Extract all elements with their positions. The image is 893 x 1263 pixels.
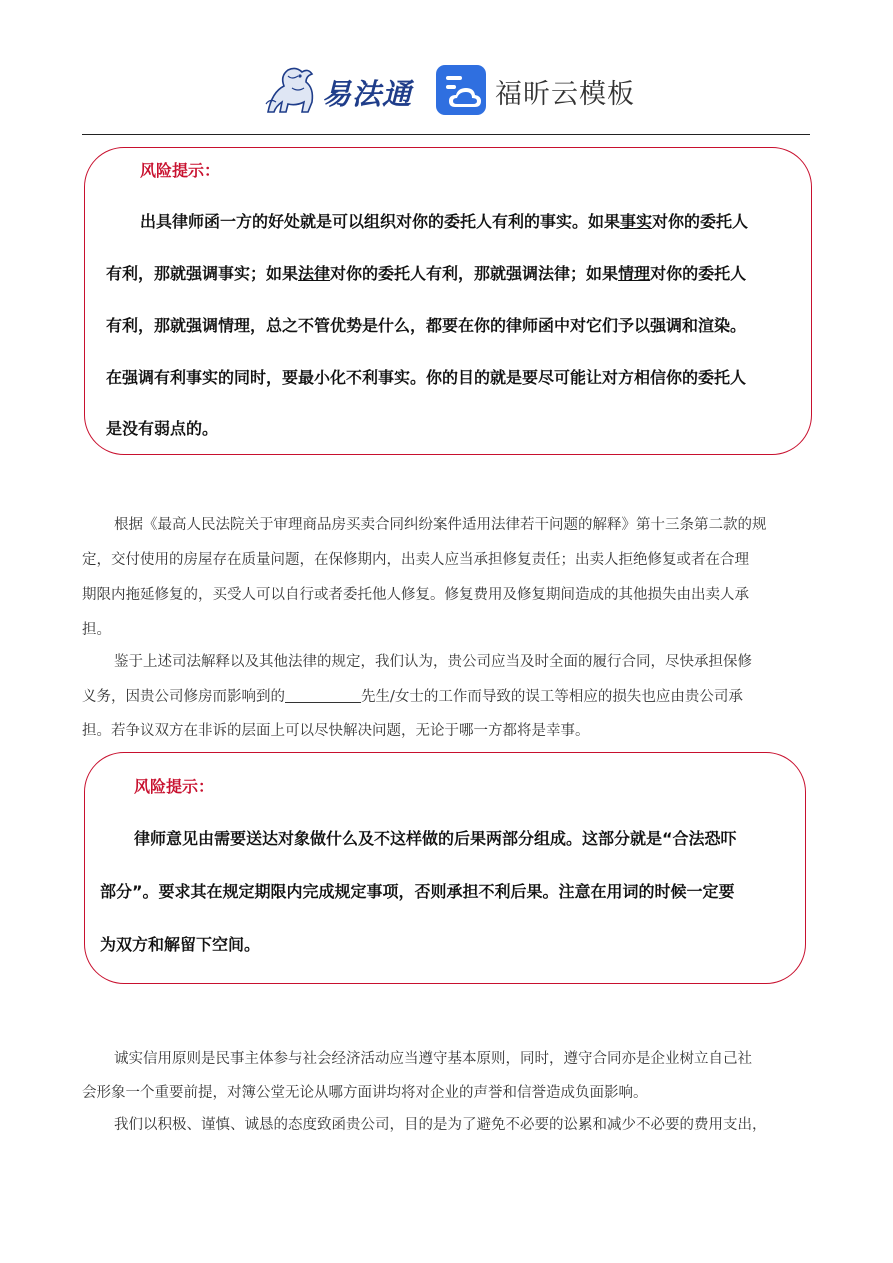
risk1-underlined-law: 法律 [298,264,331,283]
para1-line-4: 担。 [82,622,111,638]
logo1-text: 易法通 [322,77,413,111]
risk-tip-box-1 [84,147,812,455]
risk1-line-1-part-1: 出具律师函一方的好处就是可以组织对你的委托人有利的事实。如果 [140,212,621,231]
foxit-cloud-template-icon [435,64,487,116]
risk1-line-2-part-5: 对你的委托人 [650,264,747,283]
risk1-line-2-part-3: 对你的委托人有利，那就强调法律；如果 [330,264,619,283]
risk1-line-2 [106,261,746,284]
para2-line-3: 担。若争议双方在非诉的层面上可以尽快解决问题，无论于哪一方都将是幸事。 [82,723,590,739]
para3-line-1: 诚实信用原则是民事主体参与社会经济活动应当遵守基本原则，同时，遵守合同亦是企业树立自己社 [114,1051,752,1067]
para2-line-1: 鉴于上述司法解释以及其他法律的规定，我们认为，贵公司应当及时全面的履行合同，尽快承担保修 [114,654,752,670]
para3-line-2: 会形象一个重要前提，对簿公堂无论从哪方面讲均将对企业的声誉和信誉造成负面影响。 [82,1085,648,1101]
risk2-line-2: 部分”。要求其在规定期限内完成规定事项，否则承担不利后果。注意在用词的时候一定要 [100,882,735,901]
risk2-line-3: 为双方和解留下空间。 [100,935,261,954]
risk1-underlined-fact: 事实 [620,212,653,231]
para4-line-1: 我们以积极、谨慎、诚恳的态度致函贵公司，目的是为了避免不必要的讼累和减少不必要的费用支出， [114,1117,767,1133]
header-divider [82,134,810,135]
risk1-line-2-part-1: 有利，那就强调事实；如果 [106,264,299,283]
para2-line-2 [82,685,743,706]
para1-line-1: 根据《最高人民法院关于审理商品房买卖合同纠纷案件适用法律若干问题的解释》第十三条第二款的规 [114,517,767,533]
risk-tip-title-1: 风险提示： [140,161,221,180]
risk1-line-1 [140,209,748,232]
risk1-line-4: 在强调有利事实的同时，要最小化不利事实。你的目的就是要尽可能让对方相信你的委托人 [106,368,747,387]
risk2-line-1: 律师意见由需要送达对象做什么及不这样做的后果两部分组成。这部分就是“合法恐吓 [134,829,737,848]
risk1-line-1-part-3: 对你的委托人 [652,212,749,231]
para2-line-2-before: 义务，因贵公司修房而影响到的 [82,689,285,705]
para1-line-2: 定，交付使用的房屋存在质量问题，在保修期内，出卖人应当承担修复责任；出卖人拒绝修复或者在合理 [82,552,749,568]
yifatong-logo [262,62,414,120]
name-blank-field [285,688,361,703]
para1-line-3: 期限内拖延修复的，买受人可以自行或者委托他人修复。修复费用及修复期间造成的其他损失由出卖人承 [82,587,749,603]
para2-line-2-after: 先生/女士的工作而导致的误工等相应的损失也应由贵公司承 [361,689,743,705]
risk1-line-5: 是没有弱点的。 [106,419,219,438]
risk1-line-3: 有利，那就强调情理，总之不管优势是什么，都要在你的律师函中对它们予以强调和渲染。 [106,316,747,335]
page-header [0,0,893,136]
qilin-icon [262,62,322,118]
risk1-underlined-reason: 情理 [618,264,651,283]
logo2-text: 福昕云模板 [495,79,635,110]
risk-tip-title-2: 风险提示： [134,777,215,796]
